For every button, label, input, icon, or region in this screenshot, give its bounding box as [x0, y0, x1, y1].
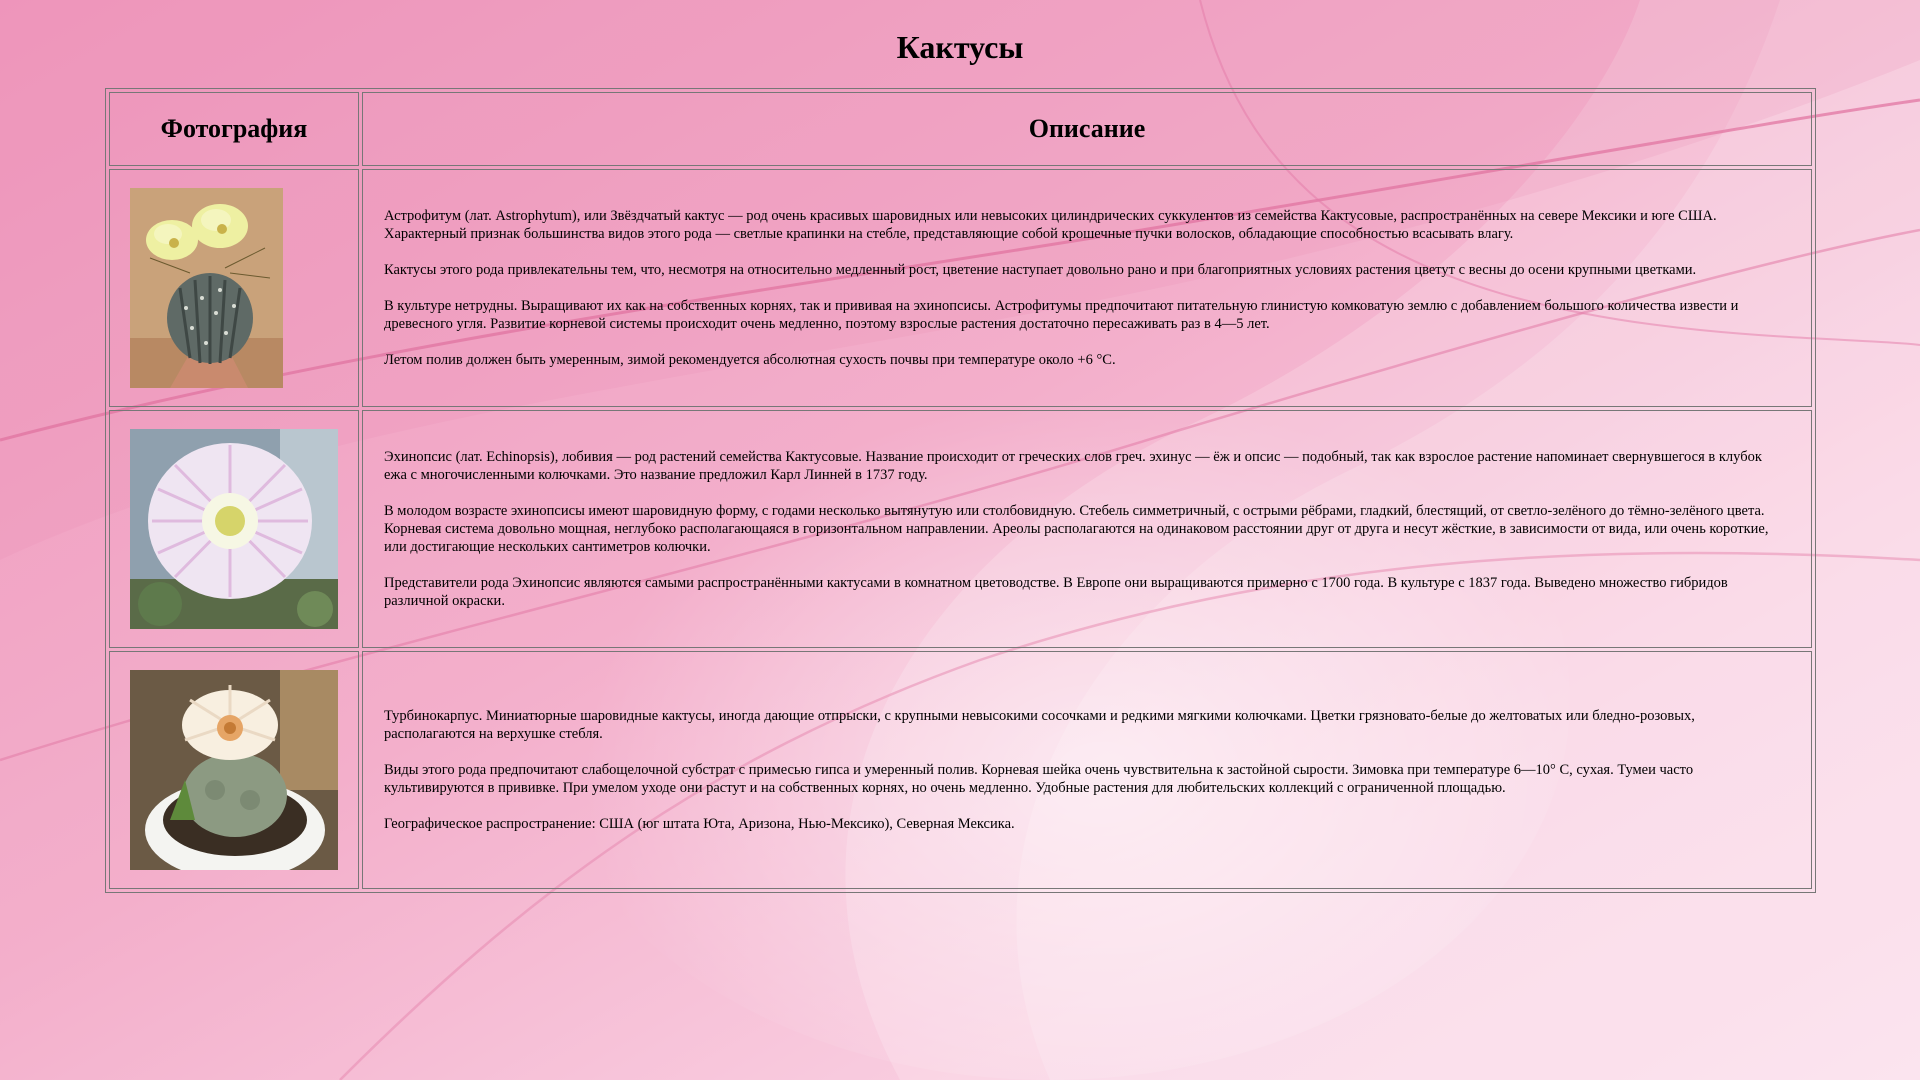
description-paragraph: В культуре нетрудны. Выращивают их как на собственных корнях, так и прививая на эхинопсисы. Астрофитумы предпочитают питательную глинистую комковатую землю с добавлением большого количества извести и древесного угля. Развитие корневой системы происходит очень медленно, поэтому взрослые растения достаточно пересаживать раз в 4—5 лет. — [384, 298, 1739, 332]
description-paragraph: Летом полив должен быть умеренным, зимой рекомендуется абсолютная сухость почвы при температуре около +6 °С. — [384, 352, 1116, 368]
astrophytum-photo — [130, 188, 358, 388]
description-paragraph: Географическое распространение: США (юг штата Юта, Аризона, Нью-Мексико), Северная Мексика. — [384, 816, 1015, 832]
description-paragraph: Турбинокарпус. Миниатюрные шаровидные кактусы, иногда дающие отпрыски, с крупными невысокими сосочками и редкими мягкими колючками. Цветки грязновато-белые до желтоватых или бледно-розовых, располагаются на верхушке стебля. — [384, 708, 1695, 742]
description-paragraph: Астрофитум (лат. Astrophytum), или Звёздчатый кактус — род очень красивых шаровидных или невысоких цилиндрических суккулентов из семейства Кактусовые, распространённых на севере Мексики и юге США. Характерный признак большинства видов этого рода — светлые крапинки на стебле, представляющие собой крошечные пучки волосков, обладающие способностью всасывать влагу. — [384, 208, 1717, 242]
photo-cell — [109, 169, 359, 407]
description-paragraph: Эхинопсис (лат. Echinopsis), лобивия — род растений семейства Кактусовые. Название происходит от греческих слов греч. эхинус — ёж и опсис — подобный, так как взрослое растение напоминает свернувшегося в клубок ежа с многочисленными колючками. Это название предложил Карл Линней в 1737 году. — [384, 449, 1762, 483]
turbinicarpus-photo — [130, 670, 358, 870]
description-paragraph: Представители рода Эхинопсис являются самыми распространёнными кактусами в комнатном цветоводстве. В Европе они выращиваются примерно с 1700 года. В культуре с 1837 года. Выведено множество гибридов различной окраски. — [384, 575, 1728, 609]
photo-cell — [109, 410, 359, 648]
description-paragraph: Виды этого рода предпочитают слабощелочной субстрат с примесью гипса и умеренный полив. Корневая шейка очень чувствительна к застойной сырости. Зимовка при температуре 6—10° С, сухая. Тумеи часто культивируются в прививке. При умелом уходе они растут и на собственных корнях, но очень медленно. Удобные растения для любительских коллекций с ограниченной площадью. — [384, 762, 1694, 796]
table-row — [109, 651, 1812, 889]
description-cell — [362, 651, 1812, 889]
table-row — [109, 410, 1812, 648]
description-paragraph: В молодом возрасте эхинопсисы имеют шаровидную форму, с годами несколько вытянутую или столбовидную. Стебель симметричный, с острыми рёбрами, гладкий, блестящий, от светло-зелёного до тёмно-зелёного цвета. Корневая система довольно мощная, неглубоко располагающаяся в горизонтальном направлении. Ареолы располагаются на одинаковом расстоянии друг от друга и несут жёсткие, в зависимости от вида, или очень короткие, или достигающие нескольких сантиметров колючки. — [384, 503, 1769, 555]
photo-cell — [109, 651, 359, 889]
header-description: Описание — [362, 92, 1812, 166]
echinopsis-photo — [130, 429, 358, 629]
page-title: Кактусы — [896, 29, 1024, 65]
description-paragraph: Кактусы этого рода привлекательны тем, что, несмотря на относительно медленный рост, цветение наступает довольно рано и при благоприятных условиях растения цветут с весны до осени крупными цветками. — [384, 262, 1697, 278]
table-header-row — [109, 92, 1812, 166]
header-photo: Фотография — [109, 92, 359, 166]
description-cell — [362, 169, 1812, 407]
description-cell — [362, 410, 1812, 648]
cacti-table — [105, 88, 1816, 893]
table-row — [109, 169, 1812, 407]
